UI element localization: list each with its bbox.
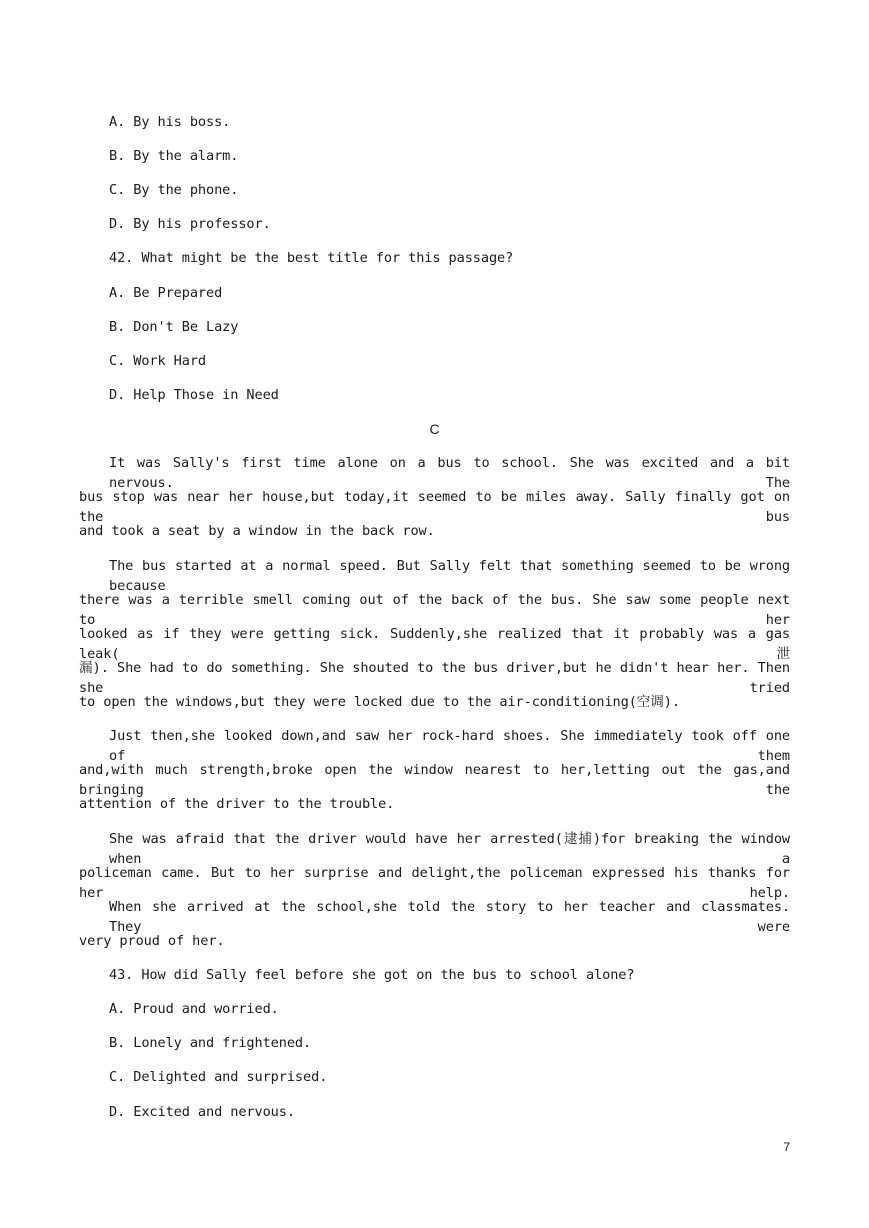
- q42-option-b: B. Don't Be Lazy: [109, 319, 239, 335]
- passage-line: 漏). She had to do something. She shouted to the bus driver,but he didn't hear her. Then she tried: [79, 660, 790, 696]
- q43-option-c: C. Delighted and surprised.: [109, 1069, 328, 1085]
- q43-question: 43. How did Sally feel before she got on the bus to school alone?: [109, 967, 635, 983]
- section-heading: C: [429, 421, 440, 437]
- q43-option-d: D. Excited and nervous.: [109, 1104, 295, 1120]
- q43-option-a: A. Proud and worried.: [109, 1001, 279, 1017]
- passage-line: and,with much strength,broke open the window nearest to her,letting out the gas,and bringing the: [79, 762, 790, 798]
- passage-line: to open the windows,but they were locked due to the air-conditioning(空调).: [79, 694, 680, 710]
- q42-option-a: A. Be Prepared: [109, 285, 223, 301]
- passage-line: She was afraid that the driver would have her arrested(逮捕)for breaking the window when a: [109, 831, 790, 867]
- passage-line: When she arrived at the school,she told the story to her teacher and classmates. They were: [109, 899, 790, 935]
- passage-line: attention of the driver to the trouble.: [79, 796, 395, 812]
- passage-line: bus stop was near her house,but today,it seemed to be miles away. Sally finally got on the bus: [79, 489, 790, 525]
- q42-option-c: C. Work Hard: [109, 353, 207, 369]
- q43-option-b: B. Lonely and frightened.: [109, 1035, 312, 1051]
- page-number: 7: [783, 1140, 790, 1154]
- passage-line: Just then,she looked down,and saw her rock-hard shoes. She immediately took off one of them: [109, 728, 790, 764]
- q41-option-a: A. By his boss.: [109, 114, 231, 130]
- passage-line: and took a seat by a window in the back row.: [79, 523, 435, 539]
- passage-line: The bus started at a normal speed. But Sally felt that something seemed to be wrong because: [109, 558, 790, 594]
- passage-line: very proud of her.: [79, 933, 225, 949]
- passage-line: It was Sally's first time alone on a bus to school. She was excited and a bit nervous. The: [109, 455, 790, 491]
- passage-line: looked as if they were getting sick. Suddenly,she realized that it probably was a gas leak(泄: [79, 626, 790, 662]
- passage-line: there was a terrible smell coming out of the back of the bus. She saw some people next to her: [79, 592, 790, 628]
- q42-question: 42. What might be the best title for this passage?: [109, 250, 514, 266]
- q41-option-b: B. By the alarm.: [109, 148, 239, 164]
- q41-option-d: D. By his professor.: [109, 216, 271, 232]
- q42-option-d: D. Help Those in Need: [109, 387, 279, 403]
- passage-line: policeman came. But to her surprise and delight,the policeman expressed his thanks for her help.: [79, 865, 790, 901]
- q41-option-c: C. By the phone.: [109, 182, 239, 198]
